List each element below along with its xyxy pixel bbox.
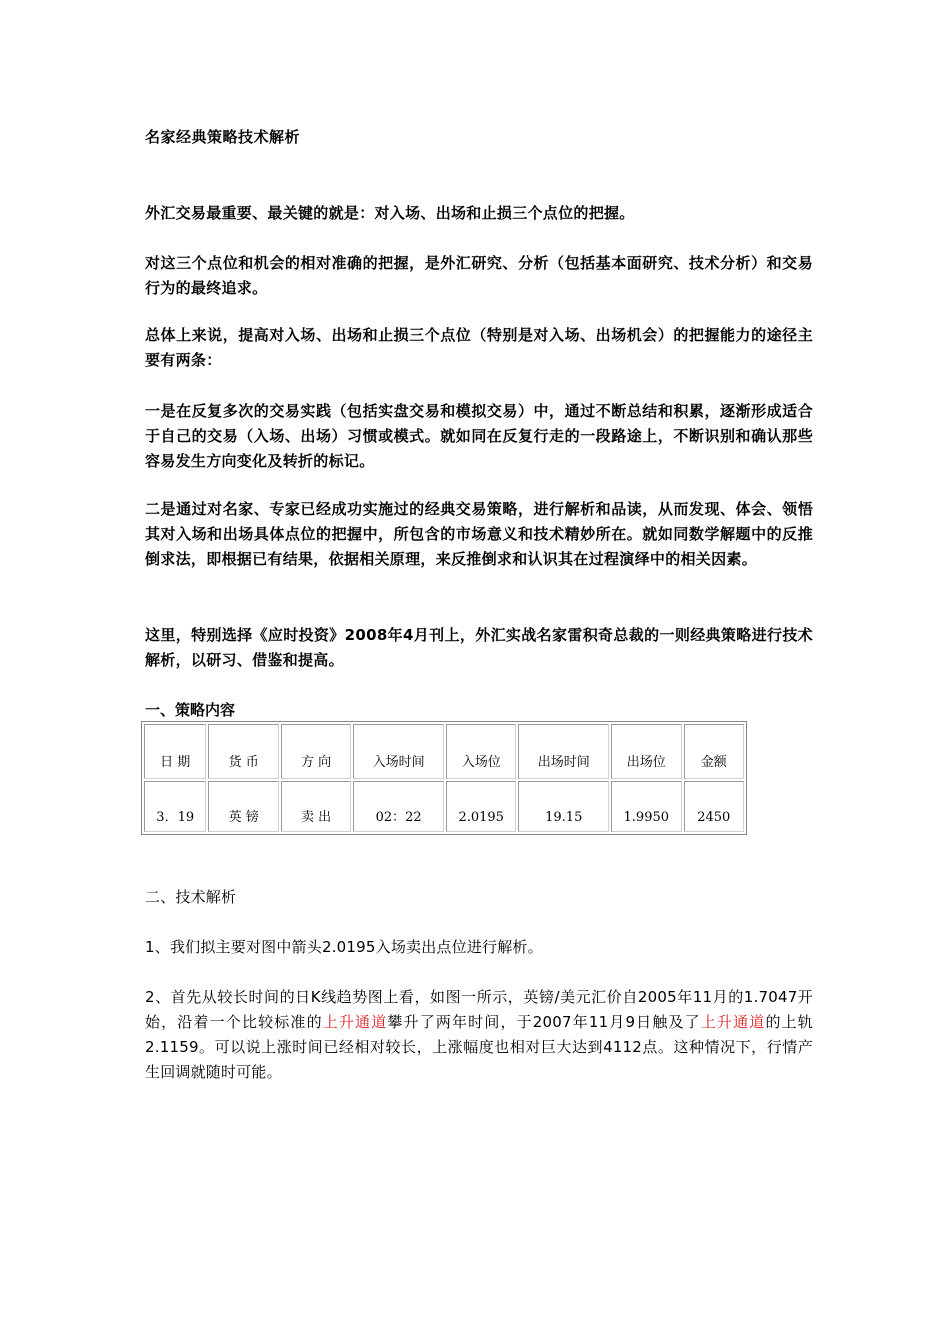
header-entry-time: 入场时间: [353, 724, 444, 779]
paragraph-3: 总体上来说，提高对入场、出场和止损三个点位（特别是对入场、出场机会）的把握能力的途径主要有两条：: [145, 326, 813, 369]
cell-exit-level: 1.9950: [611, 781, 681, 832]
paragraph-5: 二是通过对名家、专家已经成功实施过的经典交易策略，进行解析和品读，从而发现、体会、领悟其对入场和出场具体点位的把握中，所包含的市场意义和技术精妙所在。就如同数学解题中的反推倒求法，即根据已有结果，依据相关原理，来反推倒求和认识其在过程演绎中的相关因素。: [145, 500, 813, 568]
uptrend-channel-link[interactable]: 上升通道: [322, 1013, 388, 1031]
paragraph-2: 对这三个点位和机会的相对准确的把握，是外汇研究、分析（包括基本面研究、技术分析）和交易行为的最终追求。: [145, 254, 813, 297]
section-heading-strategy: 一、策略内容: [145, 701, 236, 719]
header-currency: 货 币: [208, 724, 278, 779]
analysis-text-b: 攀升了两年时间，于2007年11月9日触及了: [387, 1013, 701, 1031]
header-exit-time: 出场时间: [518, 724, 609, 779]
strategy-table-wrapper: [141, 721, 747, 835]
header-amount: 金额: [684, 724, 744, 779]
cell-entry-time: 02：22: [353, 781, 444, 832]
cell-currency: 英 镑: [208, 781, 278, 832]
cell-direction: 卖 出: [281, 781, 351, 832]
section-heading-analysis: 二、技术解析: [145, 888, 237, 906]
header-date: 日 期: [144, 724, 206, 779]
header-direction: 方 向: [281, 724, 351, 779]
analysis-text-a: 2、首先从较长时间的日K线趋势图上看，如图一所示，英镑/美元汇价自2005年11月的1.7047开始，沿着一个比较标准的: [145, 988, 813, 1031]
paragraph-4: 一是在反复多次的交易实践（包括实盘交易和模拟交易）中，通过不断总结和积累，逐渐形成适合于自己的交易（入场、出场）习惯或模式。就如同在反复行走的一段路途上，不断识别和确认那些容易发生方向变化及转折的标记。: [145, 402, 813, 470]
uptrend-channel-link[interactable]: 上升通道: [700, 1013, 766, 1031]
paragraph-6: 这里，特别选择《应时投资》2008年4月刊上，外汇实战名家雷积奇总裁的一则经典策略进行技术解析，以研习、借鉴和提高。: [145, 626, 813, 669]
strategy-table: [141, 721, 747, 835]
cell-exit-time: 19.15: [518, 781, 609, 832]
cell-entry-level: 2.0195: [446, 781, 516, 832]
table-header-row: [144, 724, 744, 779]
table-row: [144, 781, 744, 832]
page-title: 名家经典策略技术解析: [145, 128, 301, 146]
header-exit-level: 出场位: [611, 724, 681, 779]
cell-date: 3．19: [144, 781, 206, 832]
header-entry-level: 入场位: [446, 724, 516, 779]
analysis-item-1: 1、我们拟主要对图中箭头2.0195入场卖出点位进行解析。: [145, 938, 543, 956]
analysis-text-c: 的上轨2.1159。可以说上涨时间已经相对较长，上涨幅度也相对巨大达到4112点。这种情况下，行情产生回调就随时可能。: [145, 1013, 813, 1081]
paragraph-1: 外汇交易最重要、最关键的就是：对入场、出场和止损三个点位的把握。: [145, 204, 635, 222]
analysis-item-2: [145, 985, 813, 1085]
cell-amount: 2450: [684, 781, 744, 832]
